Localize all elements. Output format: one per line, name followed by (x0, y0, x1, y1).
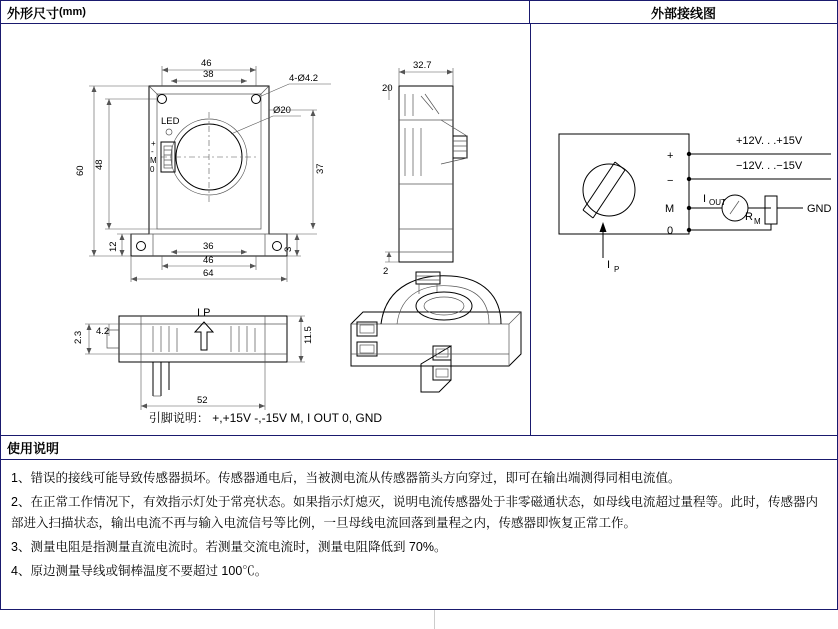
bottom-view (73, 307, 314, 410)
svg-text:60: 60 (75, 165, 86, 176)
svg-text:I: I (703, 193, 707, 205)
svg-text:+12V. . .+15V: +12V. . .+15V (736, 135, 803, 147)
svg-text:LED: LED (161, 116, 180, 127)
footer-divider (434, 610, 435, 629)
header-wiring (530, 0, 838, 24)
svg-text:I P: I P (197, 307, 211, 319)
usage-section-header (0, 436, 838, 460)
usage-item-2: 2、在正常工作情况下，有效指示灯处于常亮状态。如果指示灯熄灭，说明电流传感器处于非零磁通状态，如母线电流超过量程等。此时，传感器内部进入扫描状态，输出电流不再与输入电流信号等比例，一旦母线电流回落到量程之内，传感器即恢复正常工作。 (11, 495, 818, 530)
svg-text:M: M (665, 203, 675, 215)
header-dimensions (0, 0, 530, 24)
header-wiring-title: 外部接线图 (650, 5, 716, 21)
svg-text:2: 2 (383, 266, 389, 277)
svg-text:46: 46 (203, 255, 214, 266)
svg-text:4-Ø4.2: 4-Ø4.2 (289, 73, 319, 84)
wiring-diagram-svg (531, 24, 838, 434)
usage-section-body (0, 460, 838, 610)
svg-text:−12V. . .−15V: −12V. . .−15V (736, 160, 803, 172)
svg-text:OUT: OUT (709, 198, 726, 207)
usage-title: 使用说明 (7, 441, 60, 456)
svg-text:36: 36 (203, 241, 214, 252)
svg-text:37: 37 (315, 163, 326, 174)
svg-text:20: 20 (382, 83, 393, 94)
svg-text:32.7: 32.7 (413, 60, 432, 71)
svg-text:11.5: 11.5 (303, 326, 314, 344)
pin-description: 引脚说明： +,+15V -,-15V M, I OUT 0, GND (148, 411, 383, 425)
header-dimensions-unit: (mm) (59, 6, 86, 18)
svg-text:0: 0 (150, 165, 155, 174)
svg-text:64: 64 (203, 268, 214, 279)
svg-text:4.2: 4.2 (96, 326, 110, 337)
mechanical-drawings-svg (1, 24, 530, 434)
svg-text:M: M (150, 156, 157, 165)
svg-text:52: 52 (197, 395, 208, 406)
svg-text:-: - (151, 147, 154, 156)
svg-text:GND: GND (807, 203, 832, 215)
svg-text:−: − (667, 175, 674, 187)
svg-text:R: R (745, 211, 753, 223)
svg-text:P: P (614, 265, 620, 274)
svg-text:38: 38 (203, 69, 214, 80)
svg-text:Ø20: Ø20 (273, 105, 291, 116)
header-dimensions-title: 外形尺寸 (7, 5, 60, 21)
svg-text:12: 12 (108, 241, 119, 252)
section-header-row (0, 0, 838, 24)
svg-text:M: M (754, 217, 761, 226)
svg-text:+: + (667, 150, 674, 162)
svg-text:0: 0 (667, 225, 674, 237)
svg-text:48: 48 (94, 159, 105, 170)
svg-text:3: 3 (283, 246, 294, 252)
footer-strip (0, 610, 838, 629)
usage-item-1: 1、错误的接线可能导致传感器损坏。传感器通电后，当被测电流从传感器箭头方向穿过，即可在输出端测得同相电流值。 (11, 471, 681, 485)
svg-text:46: 46 (201, 58, 212, 69)
usage-item-4: 4、原边测量导线或铜棒温度不要超过 100℃。 (11, 564, 268, 578)
usage-item-3: 3、测量电阻是指测量直流电流时。若测量交流电流时，测量电阻降低到 70%。 (11, 540, 447, 554)
isometric-view (351, 272, 521, 392)
front-view (75, 58, 331, 282)
side-view (382, 60, 467, 277)
drawing-area (0, 24, 838, 436)
svg-text:+: + (151, 139, 156, 148)
svg-text:2.3: 2.3 (73, 330, 84, 344)
svg-text:I: I (607, 259, 611, 271)
